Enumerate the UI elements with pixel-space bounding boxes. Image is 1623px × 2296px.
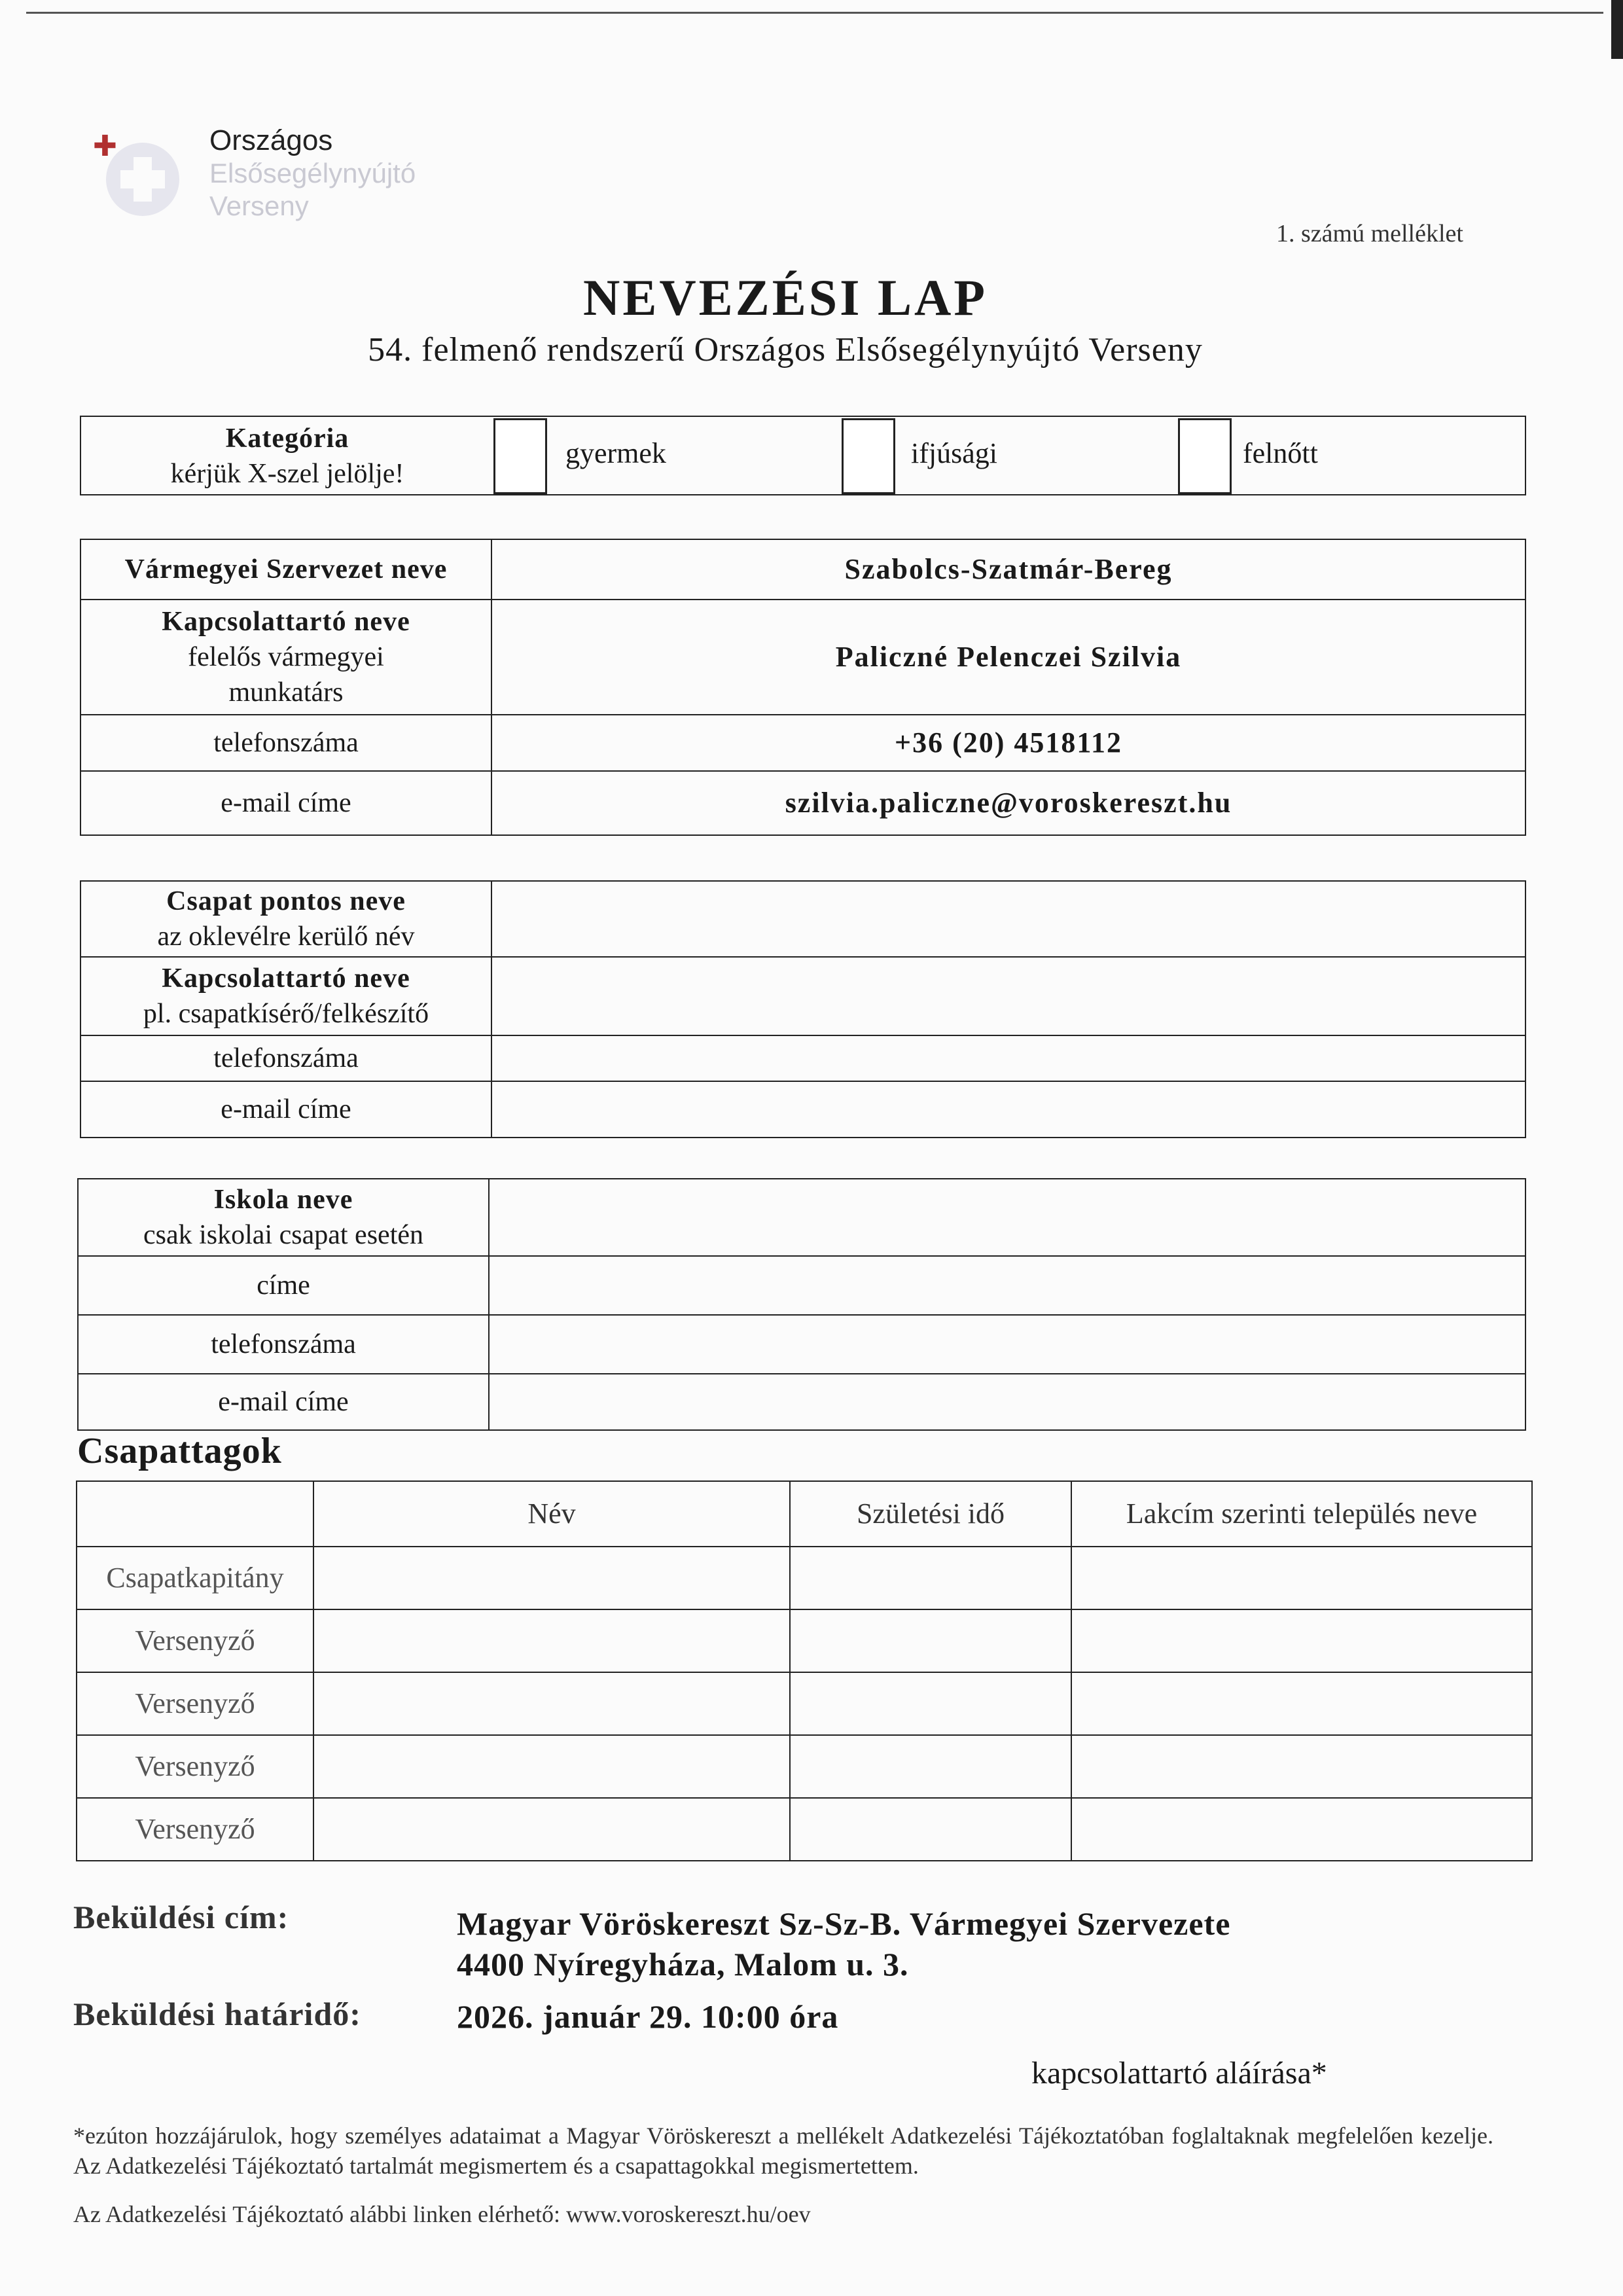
submit-address-line-2: 4400 Nyíregyháza, Malom u. 3. bbox=[457, 1946, 909, 1982]
table-row bbox=[77, 1547, 1532, 1609]
member-name-field[interactable] bbox=[313, 1609, 790, 1672]
member-name-field[interactable] bbox=[313, 1672, 790, 1735]
member-name-field[interactable] bbox=[313, 1547, 790, 1609]
category-label-title: Kategória bbox=[225, 423, 349, 454]
category-label bbox=[81, 417, 493, 494]
member-birth-field[interactable] bbox=[790, 1547, 1071, 1609]
team-phone-label: telefonszáma bbox=[80, 1035, 491, 1081]
org-name-label: Vármegyei Szervezet neve bbox=[80, 539, 491, 600]
members-row-label: Csapatkapitány bbox=[77, 1547, 313, 1609]
org-table bbox=[80, 539, 1526, 836]
logo-line-2: Elsősegélynyújtó bbox=[209, 158, 416, 188]
school-name-label-title: Iskola neve bbox=[213, 1185, 353, 1215]
page-subtitle: 54. felmenő rendszerű Országos Elsősegélynyújtó Verseny bbox=[368, 331, 1203, 368]
member-birth-field[interactable] bbox=[790, 1735, 1071, 1798]
logo-line-1: Országos bbox=[209, 124, 333, 156]
submit-deadline-label: Beküldési határidő: bbox=[73, 1996, 361, 2032]
org-phone-value[interactable]: +36 (20) 4518112 bbox=[491, 715, 1525, 771]
checkbox-felnott[interactable] bbox=[1178, 418, 1232, 494]
org-email-label: e-mail címe bbox=[80, 771, 491, 835]
members-header-name: Név bbox=[313, 1481, 790, 1547]
footnote-consent: *ezúton hozzájárulok, hogy személyes adataimat a Magyar Vöröskereszt a mellékelt Adatkezelési Tájékoztatóban foglaltaknak megfelelően kezelje. Az Adatkezelési Tájékoztató tartalmát megismertem és a csapattagokkal megismertettem. bbox=[73, 2123, 1493, 2179]
members-row-label: Versenyző bbox=[77, 1798, 313, 1861]
annex-label: 1. számú melléklet bbox=[1276, 220, 1463, 247]
org-email-value[interactable]: szilvia.paliczne@voroskereszt.hu bbox=[491, 771, 1525, 835]
footnote-link: Az Adatkezelési Tájékoztató alábbi linken elérhető: www.voroskereszt.hu/oev bbox=[73, 2201, 811, 2227]
school-email-label: e-mail címe bbox=[78, 1374, 489, 1430]
member-town-field[interactable] bbox=[1071, 1547, 1532, 1609]
team-table bbox=[80, 880, 1526, 1138]
table-row bbox=[77, 1609, 1532, 1672]
scan-corner-mark bbox=[1611, 0, 1623, 59]
school-name-label-hint: csak iskolai csapat esetén bbox=[143, 1220, 423, 1250]
members-header-blank bbox=[77, 1481, 313, 1547]
org-name-value[interactable]: Szabolcs-Szatmár-Bereg bbox=[491, 539, 1525, 600]
logo-line-3: Verseny bbox=[209, 190, 309, 221]
member-town-field[interactable] bbox=[1071, 1672, 1532, 1735]
team-name-label bbox=[80, 881, 491, 957]
svg-text:✚: ✚ bbox=[93, 131, 117, 163]
org-contact-label-title: Kapcsolattartó neve bbox=[162, 607, 410, 637]
category-option-ifjusagi: ifjúsági bbox=[911, 437, 997, 469]
submit-address-line-1: Magyar Vöröskereszt Sz-Sz-B. Vármegyei Szervezete bbox=[457, 1905, 1231, 1942]
team-contact-label-hint: pl. csapatkísérő/felkészítő bbox=[143, 999, 429, 1029]
member-name-field[interactable] bbox=[313, 1798, 790, 1861]
page-title: NEVEZÉSI LAP bbox=[583, 269, 988, 326]
member-birth-field[interactable] bbox=[790, 1609, 1071, 1672]
team-contact-label bbox=[80, 957, 491, 1035]
checkbox-ifjusagi[interactable] bbox=[842, 418, 895, 494]
school-email-field[interactable] bbox=[489, 1374, 1525, 1430]
team-phone-field[interactable] bbox=[491, 1035, 1525, 1081]
logo bbox=[92, 118, 458, 229]
team-contact-label-title: Kapcsolattartó neve bbox=[162, 963, 410, 994]
submit-deadline-value: 2026. január 29. 10:00 óra bbox=[457, 1998, 839, 2035]
category-option-gyermek: gyermek bbox=[565, 437, 666, 469]
table-row bbox=[77, 1672, 1532, 1735]
org-contact-label-hint-2: munkatárs bbox=[228, 677, 344, 708]
members-header-town: Lakcím szerinti település neve bbox=[1071, 1481, 1532, 1547]
org-phone-label: telefonszáma bbox=[80, 715, 491, 771]
members-row-label: Versenyző bbox=[77, 1672, 313, 1735]
team-email-label: e-mail címe bbox=[80, 1081, 491, 1138]
team-name-label-hint: az oklevélre kerülő név bbox=[157, 922, 415, 952]
org-contact-label-hint-1: felelős vármegyei bbox=[188, 642, 384, 672]
school-name-label bbox=[78, 1179, 489, 1256]
school-phone-field[interactable] bbox=[489, 1315, 1525, 1374]
members-row-label: Versenyző bbox=[77, 1609, 313, 1672]
scan-top-edge bbox=[26, 12, 1603, 14]
school-address-field[interactable] bbox=[489, 1256, 1525, 1315]
checkbox-gyermek[interactable] bbox=[493, 418, 547, 494]
org-contact-value[interactable]: Paliczné Pelenczei Szilvia bbox=[491, 600, 1525, 715]
member-name-field[interactable] bbox=[313, 1735, 790, 1798]
members-header-row bbox=[77, 1481, 1532, 1547]
school-table bbox=[77, 1178, 1526, 1431]
category-option-felnott: felnőtt bbox=[1243, 437, 1318, 469]
team-name-label-title: Csapat pontos neve bbox=[166, 886, 406, 916]
table-row bbox=[77, 1798, 1532, 1861]
members-section-title: Csapattagok bbox=[77, 1431, 282, 1471]
team-contact-field[interactable] bbox=[491, 957, 1525, 1035]
category-label-hint: kérjük X-szel jelölje! bbox=[170, 459, 404, 489]
member-town-field[interactable] bbox=[1071, 1735, 1532, 1798]
red-cross-icon bbox=[92, 131, 183, 223]
member-town-field[interactable] bbox=[1071, 1798, 1532, 1861]
org-contact-label bbox=[80, 600, 491, 715]
submit-address-label: Beküldési cím: bbox=[73, 1899, 289, 1935]
school-address-label: címe bbox=[78, 1256, 489, 1315]
school-phone-label: telefonszáma bbox=[78, 1315, 489, 1374]
category-row bbox=[80, 416, 1526, 495]
submit-address bbox=[457, 1903, 1230, 1984]
member-birth-field[interactable] bbox=[790, 1798, 1071, 1861]
table-row bbox=[77, 1735, 1532, 1798]
members-header-birth: Születési idő bbox=[790, 1481, 1071, 1547]
signature-label: kapcsolattartó aláírása* bbox=[1031, 2056, 1327, 2090]
members-row-label: Versenyző bbox=[77, 1735, 313, 1798]
members-table bbox=[76, 1480, 1533, 1861]
school-name-field[interactable] bbox=[489, 1179, 1525, 1256]
team-email-field[interactable] bbox=[491, 1081, 1525, 1138]
team-name-field[interactable] bbox=[491, 881, 1525, 957]
member-town-field[interactable] bbox=[1071, 1609, 1532, 1672]
member-birth-field[interactable] bbox=[790, 1672, 1071, 1735]
